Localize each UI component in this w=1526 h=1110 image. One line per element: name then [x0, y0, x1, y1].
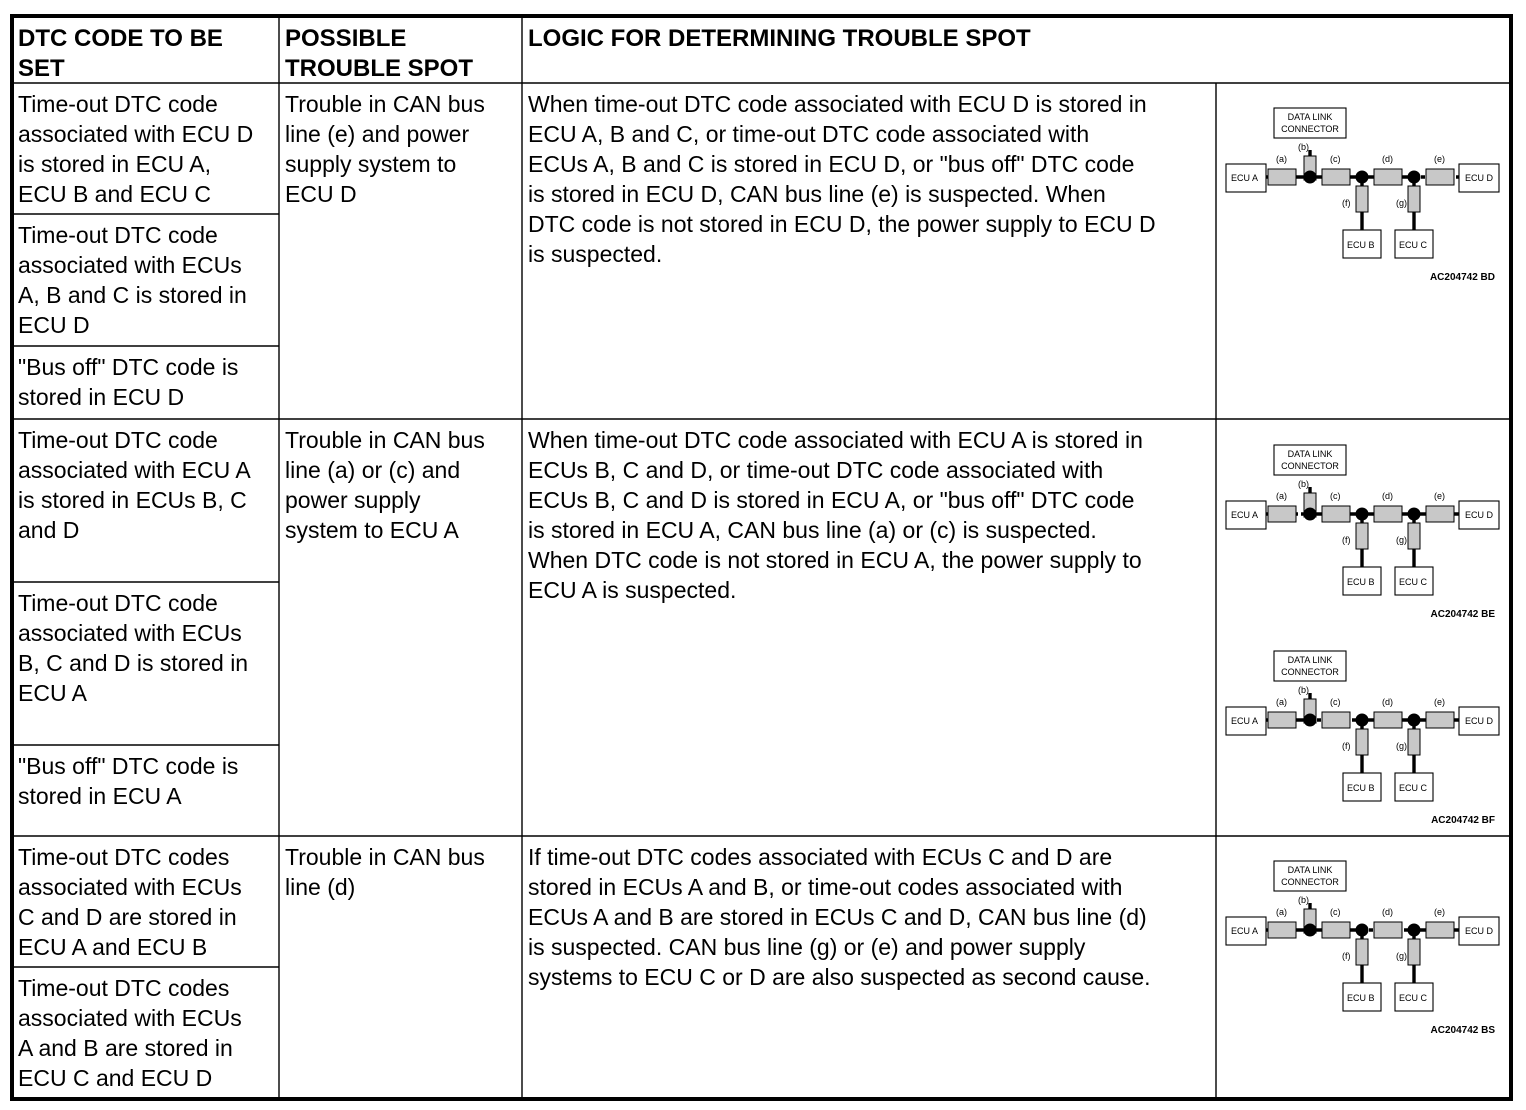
ecu-d-label: ECU D: [1465, 716, 1494, 726]
logic-text: is stored in ECU A, CAN bus line (a) or (c) is suspected.: [528, 517, 1097, 543]
dtc-cell-text: ECU D: [18, 312, 90, 338]
segment-label: (f): [1342, 535, 1351, 545]
connector-block: [1268, 922, 1296, 938]
connector-block: [1322, 169, 1350, 185]
segment-label: (d): [1382, 907, 1393, 917]
segment-label: (a): [1276, 907, 1287, 917]
dtc-cell-text: A and B are stored in: [18, 1035, 233, 1061]
bus-junction: [1304, 924, 1317, 937]
ecu-c-label: ECU C: [1399, 240, 1428, 250]
logic-text: ECUs A and B are stored in ECUs C and D, CAN bus line (d): [528, 904, 1147, 930]
segment-label: (a): [1276, 491, 1287, 501]
dtc-cell-text: Time-out DTC code: [18, 222, 218, 248]
segment-label: (e): [1434, 491, 1445, 501]
connector-block: [1322, 506, 1350, 522]
trouble-spot-text: line (d): [285, 874, 356, 900]
connector-label: DATA LINK: [1287, 865, 1333, 875]
segment-label: (b): [1298, 142, 1309, 152]
logic-text: ECUs A, B and C is stored in ECU D, or "bus off" DTC code: [528, 151, 1135, 177]
dtc-cell-text: ECU A: [18, 680, 88, 706]
bus-junction: [1408, 714, 1421, 727]
header-row: [18, 25, 1031, 82]
logic-text: is stored in ECU D, CAN bus line (e) is suspected. When: [528, 181, 1106, 207]
table-row: [18, 427, 1143, 809]
connector-block: [1408, 729, 1420, 755]
segment-label: (e): [1434, 697, 1445, 707]
dtc-cell-text: associated with ECUs: [18, 620, 242, 646]
dtc-cell-text: A, B and C is stored in: [18, 282, 247, 308]
logic-text: is suspected. CAN bus line (g) or (e) and power supply: [528, 934, 1086, 960]
logic-text: is suspected.: [528, 241, 663, 267]
segment-label: (c): [1330, 491, 1341, 501]
can-bus-diagram: [1226, 651, 1499, 826]
bus-junction: [1304, 714, 1317, 727]
bus-junction: [1304, 508, 1317, 521]
header-cell-text: SET: [18, 55, 65, 82]
logic-text: stored in ECUs A and B, or time-out codes associated with: [528, 874, 1123, 900]
segment-label: (b): [1298, 895, 1309, 905]
ecu-c-label: ECU C: [1399, 993, 1428, 1003]
header-cell-text: LOGIC FOR DETERMINING TROUBLE SPOT: [528, 25, 1031, 52]
segment-label: (g): [1396, 198, 1407, 208]
ecu-d-label: ECU D: [1465, 510, 1494, 520]
connector-block: [1268, 506, 1296, 522]
connector-block: [1408, 186, 1420, 212]
logic-text: If time-out DTC codes associated with ECUs C and D are: [528, 844, 1113, 870]
bus-junction: [1304, 171, 1317, 184]
connector-label: CONNECTOR: [1281, 877, 1339, 887]
segment-label: (f): [1342, 198, 1351, 208]
bus-junction: [1408, 508, 1421, 521]
dtc-cell-text: Time-out DTC code: [18, 91, 218, 117]
ecu-b-label: ECU B: [1347, 240, 1375, 250]
trouble-spot-text: system to ECU A: [285, 517, 459, 543]
segment-label: (e): [1434, 907, 1445, 917]
connector-block: [1374, 922, 1402, 938]
segment-label: (b): [1298, 685, 1309, 695]
segment-label: (g): [1396, 741, 1407, 751]
bus-junction: [1408, 924, 1421, 937]
connector-block: [1356, 729, 1368, 755]
trouble-spot-text: ECU D: [285, 181, 357, 207]
segment-label: (f): [1342, 951, 1351, 961]
dtc-cell-text: "Bus off" DTC code is: [18, 354, 239, 380]
connector-block: [1356, 186, 1368, 212]
logic-text: When time-out DTC code associated with ECU D is stored in: [528, 91, 1147, 117]
dtc-cell-text: associated with ECU A: [18, 457, 251, 483]
connector-block: [1322, 922, 1350, 938]
dtc-cell-text: stored in ECU D: [18, 384, 185, 410]
dtc-cell-text: is stored in ECUs B, C: [18, 487, 247, 513]
logic-text: systems to ECU C or D are also suspected as second cause.: [528, 964, 1151, 990]
dtc-cell-text: and D: [18, 517, 80, 543]
ecu-b-label: ECU B: [1347, 993, 1375, 1003]
trouble-spot-text: Trouble in CAN bus: [285, 91, 485, 117]
connector-label: CONNECTOR: [1281, 667, 1339, 677]
connector-block: [1426, 169, 1454, 185]
segment-label: (c): [1330, 154, 1341, 164]
trouble-spot-text: power supply: [285, 487, 421, 513]
dtc-cell-text: stored in ECU A: [18, 783, 182, 809]
connector-block: [1322, 712, 1350, 728]
dtc-cell-text: associated with ECUs: [18, 252, 242, 278]
connector-block: [1426, 712, 1454, 728]
ecu-a-label: ECU A: [1231, 510, 1259, 520]
trouble-spot-text: line (e) and power: [285, 121, 470, 147]
ecu-a-label: ECU A: [1231, 926, 1259, 936]
connector-block: [1426, 506, 1454, 522]
segment-label: (d): [1382, 491, 1393, 501]
ecu-a-label: ECU A: [1231, 173, 1259, 183]
ecu-c-label: ECU C: [1399, 783, 1428, 793]
connector-label: CONNECTOR: [1281, 124, 1339, 134]
connector-block: [1374, 506, 1402, 522]
connector-block: [1408, 939, 1420, 965]
dtc-cell-text: Time-out DTC codes: [18, 975, 230, 1001]
header-cell-text: DTC CODE TO BE: [18, 25, 223, 52]
trouble-spot-text: Trouble in CAN bus: [285, 427, 485, 453]
dtc-cell-text: ECU B and ECU C: [18, 181, 212, 207]
dtc-cell-text: is stored in ECU A,: [18, 151, 212, 177]
can-bus-diagram: [1226, 861, 1499, 1036]
bus-junction: [1356, 714, 1369, 727]
logic-text: ECUs B, C and D is stored in ECU A, or "bus off" DTC code: [528, 487, 1135, 513]
ecu-d-label: ECU D: [1465, 926, 1494, 936]
dtc-cell-text: associated with ECUs: [18, 1005, 242, 1031]
dtc-cell-text: "Bus off" DTC code is: [18, 753, 239, 779]
dtc-cell-text: associated with ECUs: [18, 874, 242, 900]
bus-junction: [1356, 171, 1369, 184]
connector-block: [1268, 169, 1296, 185]
segment-label: (c): [1330, 697, 1341, 707]
segment-label: (c): [1330, 907, 1341, 917]
segment-label: (d): [1382, 697, 1393, 707]
dtc-cell-text: ECU A and ECU B: [18, 934, 208, 960]
dtc-cell-text: Time-out DTC codes: [18, 844, 230, 870]
logic-text: When DTC code is not stored in ECU A, the power supply to: [528, 547, 1142, 573]
figure-id: AC204742 BF: [1431, 815, 1495, 826]
header-cell-text: POSSIBLE: [285, 25, 407, 52]
ecu-c-label: ECU C: [1399, 577, 1428, 587]
figure-id: AC204742 BS: [1430, 1025, 1495, 1036]
logic-text: When time-out DTC code associated with ECU A is stored in: [528, 427, 1143, 453]
dtc-cell-text: ECU C and ECU D: [18, 1065, 213, 1091]
connector-label: DATA LINK: [1287, 112, 1333, 122]
bus-junction: [1408, 171, 1421, 184]
trouble-spot-text: line (a) or (c) and: [285, 457, 461, 483]
connector-block: [1374, 169, 1402, 185]
connector-label: DATA LINK: [1287, 655, 1333, 665]
table-row: [18, 91, 1156, 410]
ecu-a-label: ECU A: [1231, 716, 1259, 726]
segment-label: (a): [1276, 154, 1287, 164]
segment-label: (f): [1342, 741, 1351, 751]
logic-text: ECU A, B and C, or time-out DTC code associated with: [528, 121, 1090, 147]
can-bus-diagram: [1226, 108, 1499, 283]
segment-label: (g): [1396, 535, 1407, 545]
connector-label: CONNECTOR: [1281, 461, 1339, 471]
logic-text: ECU A is suspected.: [528, 577, 737, 603]
dtc-cell-text: C and D are stored in: [18, 904, 237, 930]
segment-label: (g): [1396, 951, 1407, 961]
ecu-d-label: ECU D: [1465, 173, 1494, 183]
trouble-spot-text: supply system to: [285, 151, 457, 177]
figure-id: AC204742 BD: [1429, 272, 1495, 283]
connector-block: [1426, 922, 1454, 938]
ecu-b-label: ECU B: [1347, 577, 1375, 587]
dtc-cell-text: B, C and D is stored in: [18, 650, 249, 676]
segment-label: (e): [1434, 154, 1445, 164]
connector-block: [1408, 523, 1420, 549]
can-bus-diagram: [1226, 445, 1499, 620]
connector-block: [1356, 523, 1368, 549]
segment-label: (a): [1276, 697, 1287, 707]
dtc-cell-text: Time-out DTC code: [18, 427, 218, 453]
bus-junction: [1356, 508, 1369, 521]
connector-label: DATA LINK: [1287, 449, 1333, 459]
segment-label: (b): [1298, 479, 1309, 489]
trouble-spot-text: Trouble in CAN bus: [285, 844, 485, 870]
header-cell-text: TROUBLE SPOT: [285, 55, 474, 82]
figure-id: AC204742 BE: [1430, 609, 1495, 620]
segment-label: (d): [1382, 154, 1393, 164]
connector-block: [1356, 939, 1368, 965]
connector-block: [1374, 712, 1402, 728]
bus-junction: [1356, 924, 1369, 937]
ecu-b-label: ECU B: [1347, 783, 1375, 793]
dtc-cell-text: Time-out DTC code: [18, 590, 218, 616]
connector-block: [1268, 712, 1296, 728]
logic-text: ECUs B, C and D, or time-out DTC code associated with: [528, 457, 1104, 483]
logic-text: DTC code is not stored in ECU D, the power supply to ECU D: [528, 211, 1156, 237]
dtc-cell-text: associated with ECU D: [18, 121, 254, 147]
